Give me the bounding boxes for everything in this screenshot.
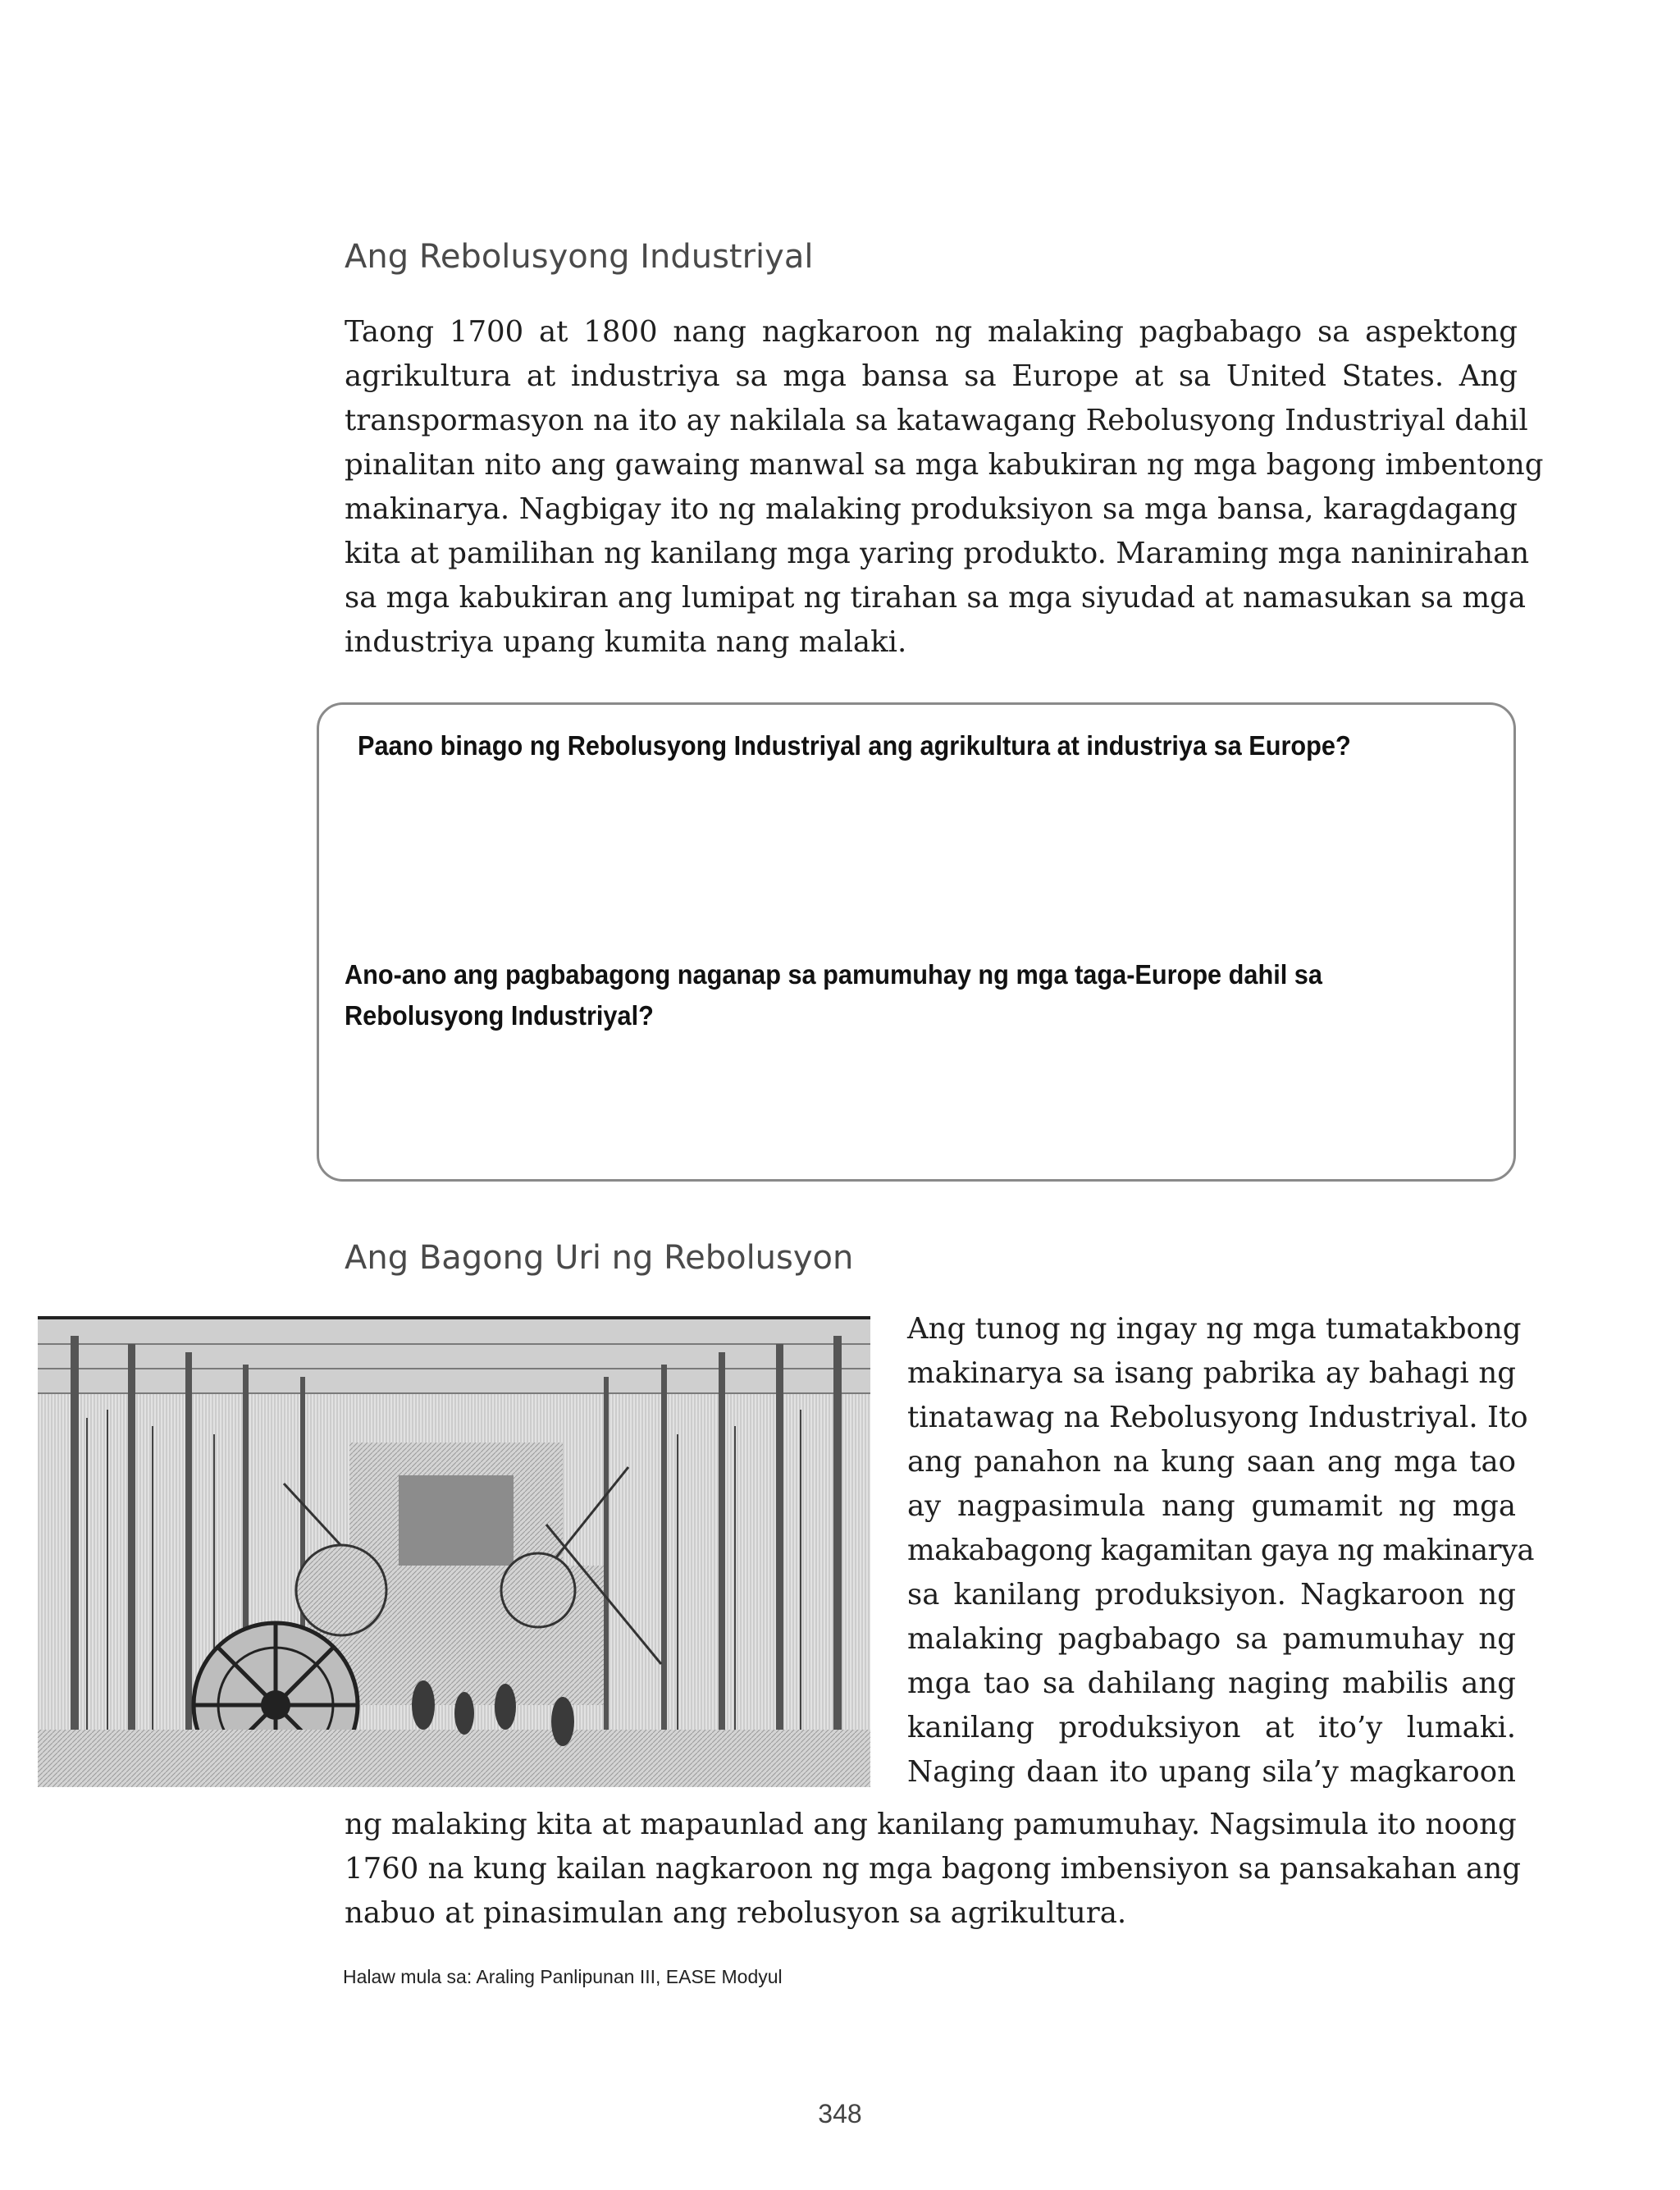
factory-paragraph-wrapped (907, 1307, 1534, 1795)
paragraph-line: mga tao sa dahilang naging mabilis ang (907, 1667, 1516, 1700)
page-number: 348 (818, 2099, 862, 2128)
paragraph-line: pinalitan nito ang gawaing manwal sa mga kabukiran ng mga bagong imbentong (345, 448, 1544, 482)
paragraph-line: Ang tunog ng ingay ng mga tumatakbong (907, 1312, 1522, 1346)
paragraph-line: malaking pagbabago sa pamumuhay ng (907, 1622, 1516, 1656)
paragraph-line: kanilang produksiyon at ito’y lumaki. (907, 1711, 1516, 1744)
paragraph-line: ay nagpasimula nang gumamit ng mga (907, 1489, 1516, 1523)
paragraph-line: industriya upang kumita nang malaki. (345, 625, 907, 659)
factory-engraving-image (38, 1316, 870, 1787)
intro-paragraph (345, 310, 1544, 665)
paragraph-line: makabagong kagamitan gaya ng makinarya (907, 1534, 1534, 1567)
paragraph-line: 1760 na kung kailan nagkaroon ng mga bagong imbensiyon sa pansakahan ang (345, 1852, 1521, 1886)
section-heading-bagong-uri: Ang Bagong Uri ng Rebolusyon (345, 1239, 854, 1277)
source-citation: Halaw mula sa: Araling Panlipunan III, EASE Modyul (343, 1966, 783, 1987)
question-1: Paano binago ng Rebolusyong Industriyal ang agrikultura at industriya sa Europe? (358, 730, 1351, 761)
factory-illustration (38, 1319, 870, 1787)
paragraph-line: transpormasyon na ito ay nakilala sa katawagang Rebolusyong Industriyal dahil (345, 404, 1528, 437)
paragraph-line: ng malaking kita at mapaunlad ang kanilang pamumuhay. Nagsimula ito noong (345, 1808, 1517, 1841)
paragraph-line: tinatawag na Rebolusyong Industriyal. Ito (907, 1401, 1528, 1434)
paragraph-line: sa mga kabukiran ang lumipat ng tirahan sa mga siyudad at namasukan sa mga (345, 581, 1527, 615)
paragraph-line: agrikultura at industriya sa mga bansa sa Europe at sa United States. Ang (345, 359, 1518, 393)
paragraph-line: makinarya sa isang pabrika ay bahagi ng (907, 1356, 1516, 1390)
paragraph-line: ang panahon na kung saan ang mga tao (907, 1445, 1516, 1479)
question-2 (345, 954, 1322, 1036)
paragraph-line: Taong 1700 at 1800 nang nagkaroon ng malaking pagbabago sa aspektong (345, 315, 1518, 349)
paragraph-line: Naging daan ito upang sila’y magkaroon (907, 1755, 1516, 1789)
factory-paragraph-continued (345, 1803, 1521, 1936)
question-line: Rebolusyong Industriyal? (345, 1000, 654, 1031)
paragraph-line: sa kanilang produksiyon. Nagkaroon ng (907, 1578, 1516, 1612)
section-heading-rebolusyong-industriyal: Ang Rebolusyong Industriyal (345, 238, 814, 276)
question-line: Ano-ano ang pagbabagong naganap sa pamumuhay ng mga taga-Europe dahil sa (345, 959, 1322, 990)
paragraph-line: makinarya. Nagbigay ito ng malaking produksiyon sa mga bansa, karagdagang (345, 492, 1518, 526)
question-box (317, 702, 1516, 1182)
paragraph-line: nabuo at pinasimulan ang rebolusyon sa agrikultura. (345, 1896, 1127, 1930)
paragraph-line: kita at pamilihan ng kanilang mga yaring produkto. Maraming mga naninirahan (345, 537, 1530, 570)
